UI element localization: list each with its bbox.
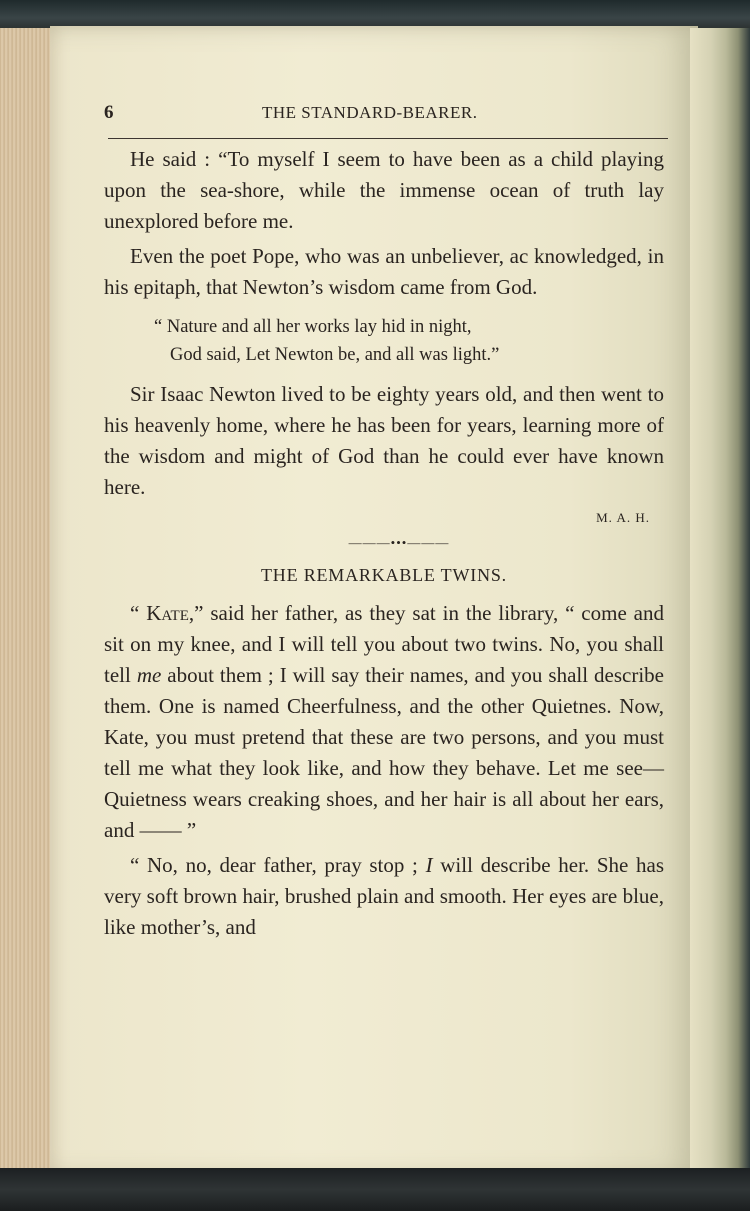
running-head — [104, 96, 664, 132]
paragraph-newton-quote: He said : “To myself I seem to have been as a child playing upon the sea-shore, while the immense ocean of truth lay unexplored before me. — [104, 147, 664, 233]
paragraph-pope: Even the poet Pope, who was an unbeliever, ac knowledged, in his epitaph, that Newton’s wisdom came from God. — [104, 244, 664, 299]
emphasis-me: me — [136, 663, 162, 687]
page-number: 6 — [104, 102, 114, 123]
author-signature: M. A. H. — [596, 510, 650, 525]
verse-line-1: “ Nature and all her works lay hid in night, — [154, 317, 472, 337]
page-content — [104, 96, 664, 943]
emphasis-i: I — [425, 853, 433, 877]
name-kate: Kate — [146, 601, 189, 625]
paragraph-newton-life: Sir Isaac Newton lived to be eighty years old, and then went to his heavenly home, where he has been for years, learning more of the wisdom and might of God than he could ever have known here. — [104, 382, 664, 499]
text-segment: will describe her. She has very soft brown hair, brushed plain and smooth. Her eyes are blue, like mother’s, and — [104, 853, 664, 939]
header-rule — [108, 138, 668, 139]
verse-epitaph — [154, 313, 664, 369]
text-segment: ,” said her father, as they sat in the library, “ come and sit on my knee, and I will tell you about two twins. No, you shall tell — [104, 601, 664, 687]
running-title: THE STANDARD-BEARER. — [262, 103, 478, 122]
paragraph-kate-reply — [104, 850, 664, 943]
section-ornament: ———•••——— — [348, 535, 450, 550]
paragraph-kate-father — [104, 598, 664, 846]
text-segment: about them ; I will say their names, and you shall describe them. One is named Cheerfulness, and the other Quietnes. Now, Kate, you must pretend that these are two persons, and you must tell me what they look like, and how they behave. Let me see— Quietness wears creaking shoes, and her hair is all about her ears, and —— ” — [104, 663, 664, 842]
page-gutter-right — [690, 28, 750, 1173]
book-binding-bottom — [0, 1168, 750, 1211]
verse-line-2: God said, Let Newton be, and all was light.” — [170, 345, 500, 365]
section-title: THE REMARKABLE TWINS. — [261, 565, 507, 585]
text-segment: “ No, no, dear father, pray stop ; — [130, 853, 426, 877]
quote-open: “ — [130, 601, 147, 625]
